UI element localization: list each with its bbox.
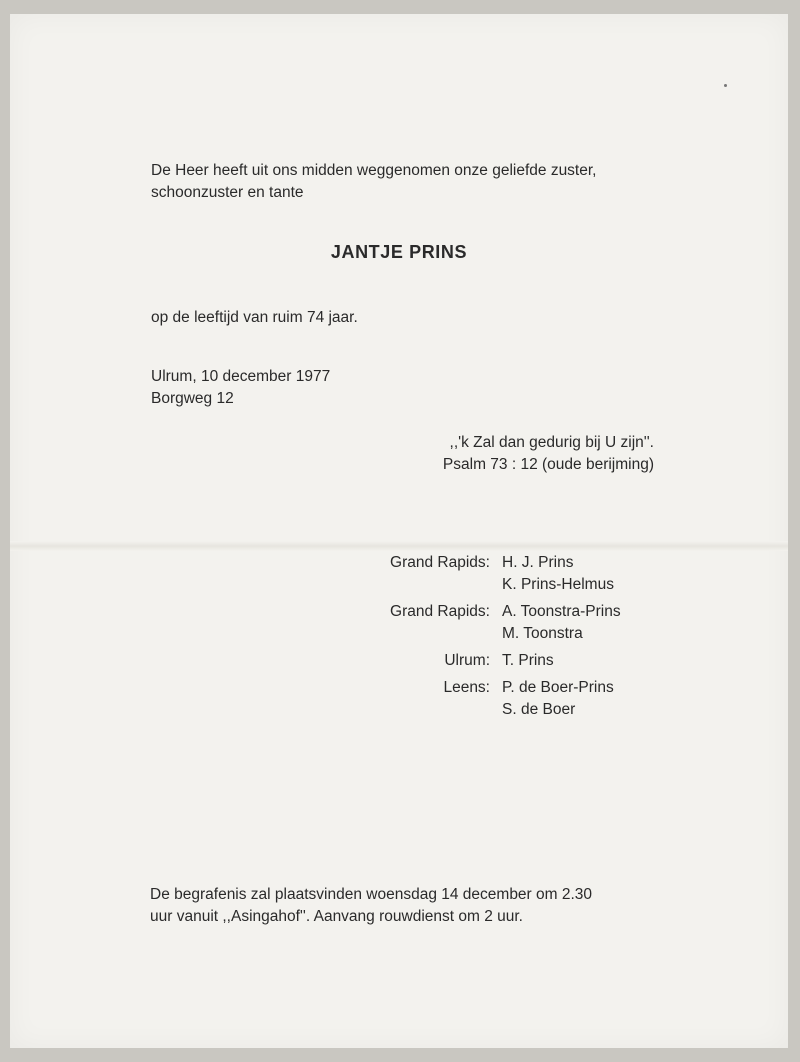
family-member: H. J. Prins [502, 554, 574, 571]
address: Borgweg 12 [151, 390, 234, 407]
family-list [370, 552, 670, 721]
family-place: Ulrum: [444, 652, 490, 669]
age-line: op de leeftijd van ruim 74 jaar. [151, 309, 358, 326]
paper-speck [724, 84, 727, 87]
family-member: M. Toonstra [502, 625, 583, 642]
family-entry [370, 601, 670, 645]
funeral-line-2: uur vanuit ,,Asingahof''. Aanvang rouwdienst om 2 uur. [150, 908, 523, 925]
family-member: K. Prins-Helmus [502, 576, 614, 593]
announcement-card [10, 14, 788, 1048]
paper-fold [10, 541, 788, 551]
family-place: Grand Rapids: [390, 603, 490, 620]
place-date: Ulrum, 10 december 1977 [151, 368, 331, 385]
family-member: P. de Boer-Prins [502, 679, 614, 696]
deceased-name: JANTJE PRINS [330, 242, 468, 262]
family-member: T. Prins [502, 652, 554, 669]
family-place: Leens: [443, 679, 490, 696]
intro-line-1: De Heer heeft uit ons midden weggenomen onze geliefde zuster, [151, 162, 597, 179]
family-entry [370, 552, 670, 596]
quote-line-1: ,,'k Zal dan gedurig bij U zijn''. [449, 434, 654, 451]
family-member: A. Toonstra-Prins [502, 603, 621, 620]
family-entry [370, 650, 670, 672]
funeral-line-1: De begrafenis zal plaatsvinden woensdag 14 december om 2.30 [150, 886, 593, 903]
family-member: S. de Boer [502, 701, 576, 718]
quote-line-2: Psalm 73 : 12 (oude berijming) [442, 456, 654, 473]
family-place: Grand Rapids: [390, 554, 490, 571]
family-entry [370, 677, 670, 721]
intro-line-2: schoonzuster en tante [151, 184, 304, 201]
